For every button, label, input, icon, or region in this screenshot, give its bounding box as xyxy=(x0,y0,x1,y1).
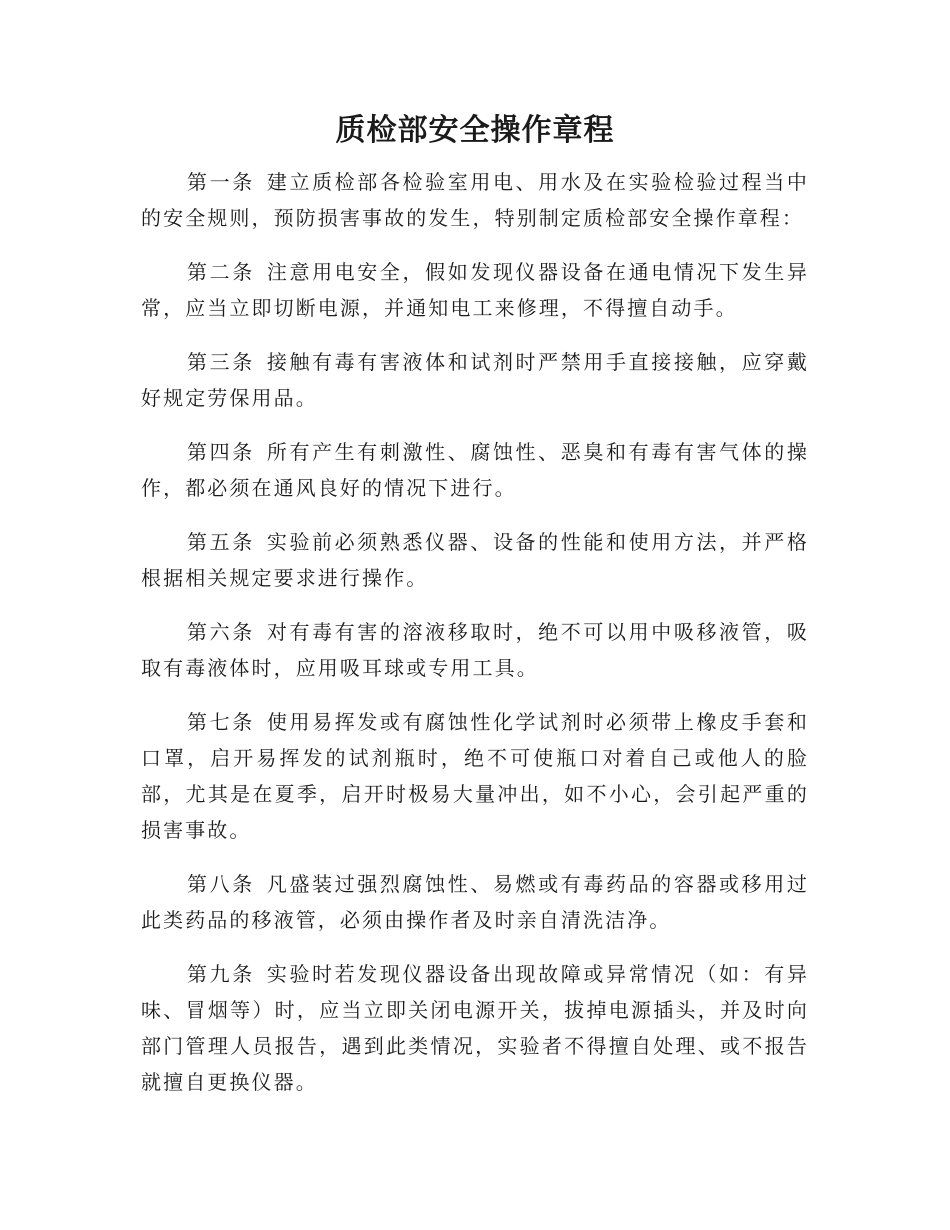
article-text: 注意用电安全，假如发现仪器设备在通电情况下发生异常，应当立即切断电源，并通知电工来修理，不得擅自动手。 xyxy=(141,260,809,320)
article-number: 第六条 xyxy=(187,620,255,644)
article-text: 接触有毒有害液体和试剂时严禁用手直接接触，应穿戴好规定劳保用品。 xyxy=(141,350,809,410)
article-1 xyxy=(141,164,809,236)
article-text: 建立质检部各检验室用电、用水及在实验检验过程当中的安全规则，预防损害事故的发生，特别制定质检部安全操作章程： xyxy=(141,170,809,230)
article-text: 使用易挥发或有腐蚀性化学试剂时必须带上橡皮手套和口罩，启开易挥发的试剂瓶时，绝不可使瓶口对着自己或他人的脸部，尤其是在夏季，启开时极易大量冲出，如不小心，会引起严重的损害事故。 xyxy=(141,710,809,842)
article-number: 第三条 xyxy=(187,350,255,374)
article-text: 实验前必须熟悉仪器、设备的性能和使用方法，并严格根据相关规定要求进行操作。 xyxy=(141,530,809,590)
article-number: 第七条 xyxy=(187,710,255,734)
article-number: 第二条 xyxy=(187,260,255,284)
article-9 xyxy=(141,956,809,1100)
article-2 xyxy=(141,254,809,326)
article-8 xyxy=(141,866,809,938)
article-number: 第八条 xyxy=(187,872,255,896)
document-body xyxy=(141,164,809,1118)
article-text: 实验时若发现仪器设备出现故障或异常情况（如：有异味、冒烟等）时，应当立即关闭电源开关，拔掉电源插头，并及时向部门管理人员报告，遇到此类情况，实验者不得擅自处理、或不报告就擅自更换仪器。 xyxy=(141,962,809,1094)
article-5 xyxy=(141,524,809,596)
article-number: 第五条 xyxy=(187,530,255,554)
article-text: 凡盛装过强烈腐蚀性、易燃或有毒药品的容器或移用过此类药品的移液管，必须由操作者及时亲自清洗洁净。 xyxy=(141,872,809,932)
article-number: 第四条 xyxy=(187,440,255,464)
article-number: 第九条 xyxy=(187,962,255,986)
article-4 xyxy=(141,434,809,506)
article-7 xyxy=(141,704,809,848)
article-text: 对有毒有害的溶液移取时，绝不可以用中吸移液管，吸取有毒液体时，应用吸耳球或专用工具。 xyxy=(141,620,809,680)
article-text: 所有产生有刺激性、腐蚀性、恶臭和有毒有害气体的操作，都必须在通风良好的情况下进行。 xyxy=(141,440,809,500)
article-3 xyxy=(141,344,809,416)
document-title: 质检部安全操作章程 xyxy=(335,113,615,148)
article-6 xyxy=(141,614,809,686)
article-number: 第一条 xyxy=(187,170,255,194)
